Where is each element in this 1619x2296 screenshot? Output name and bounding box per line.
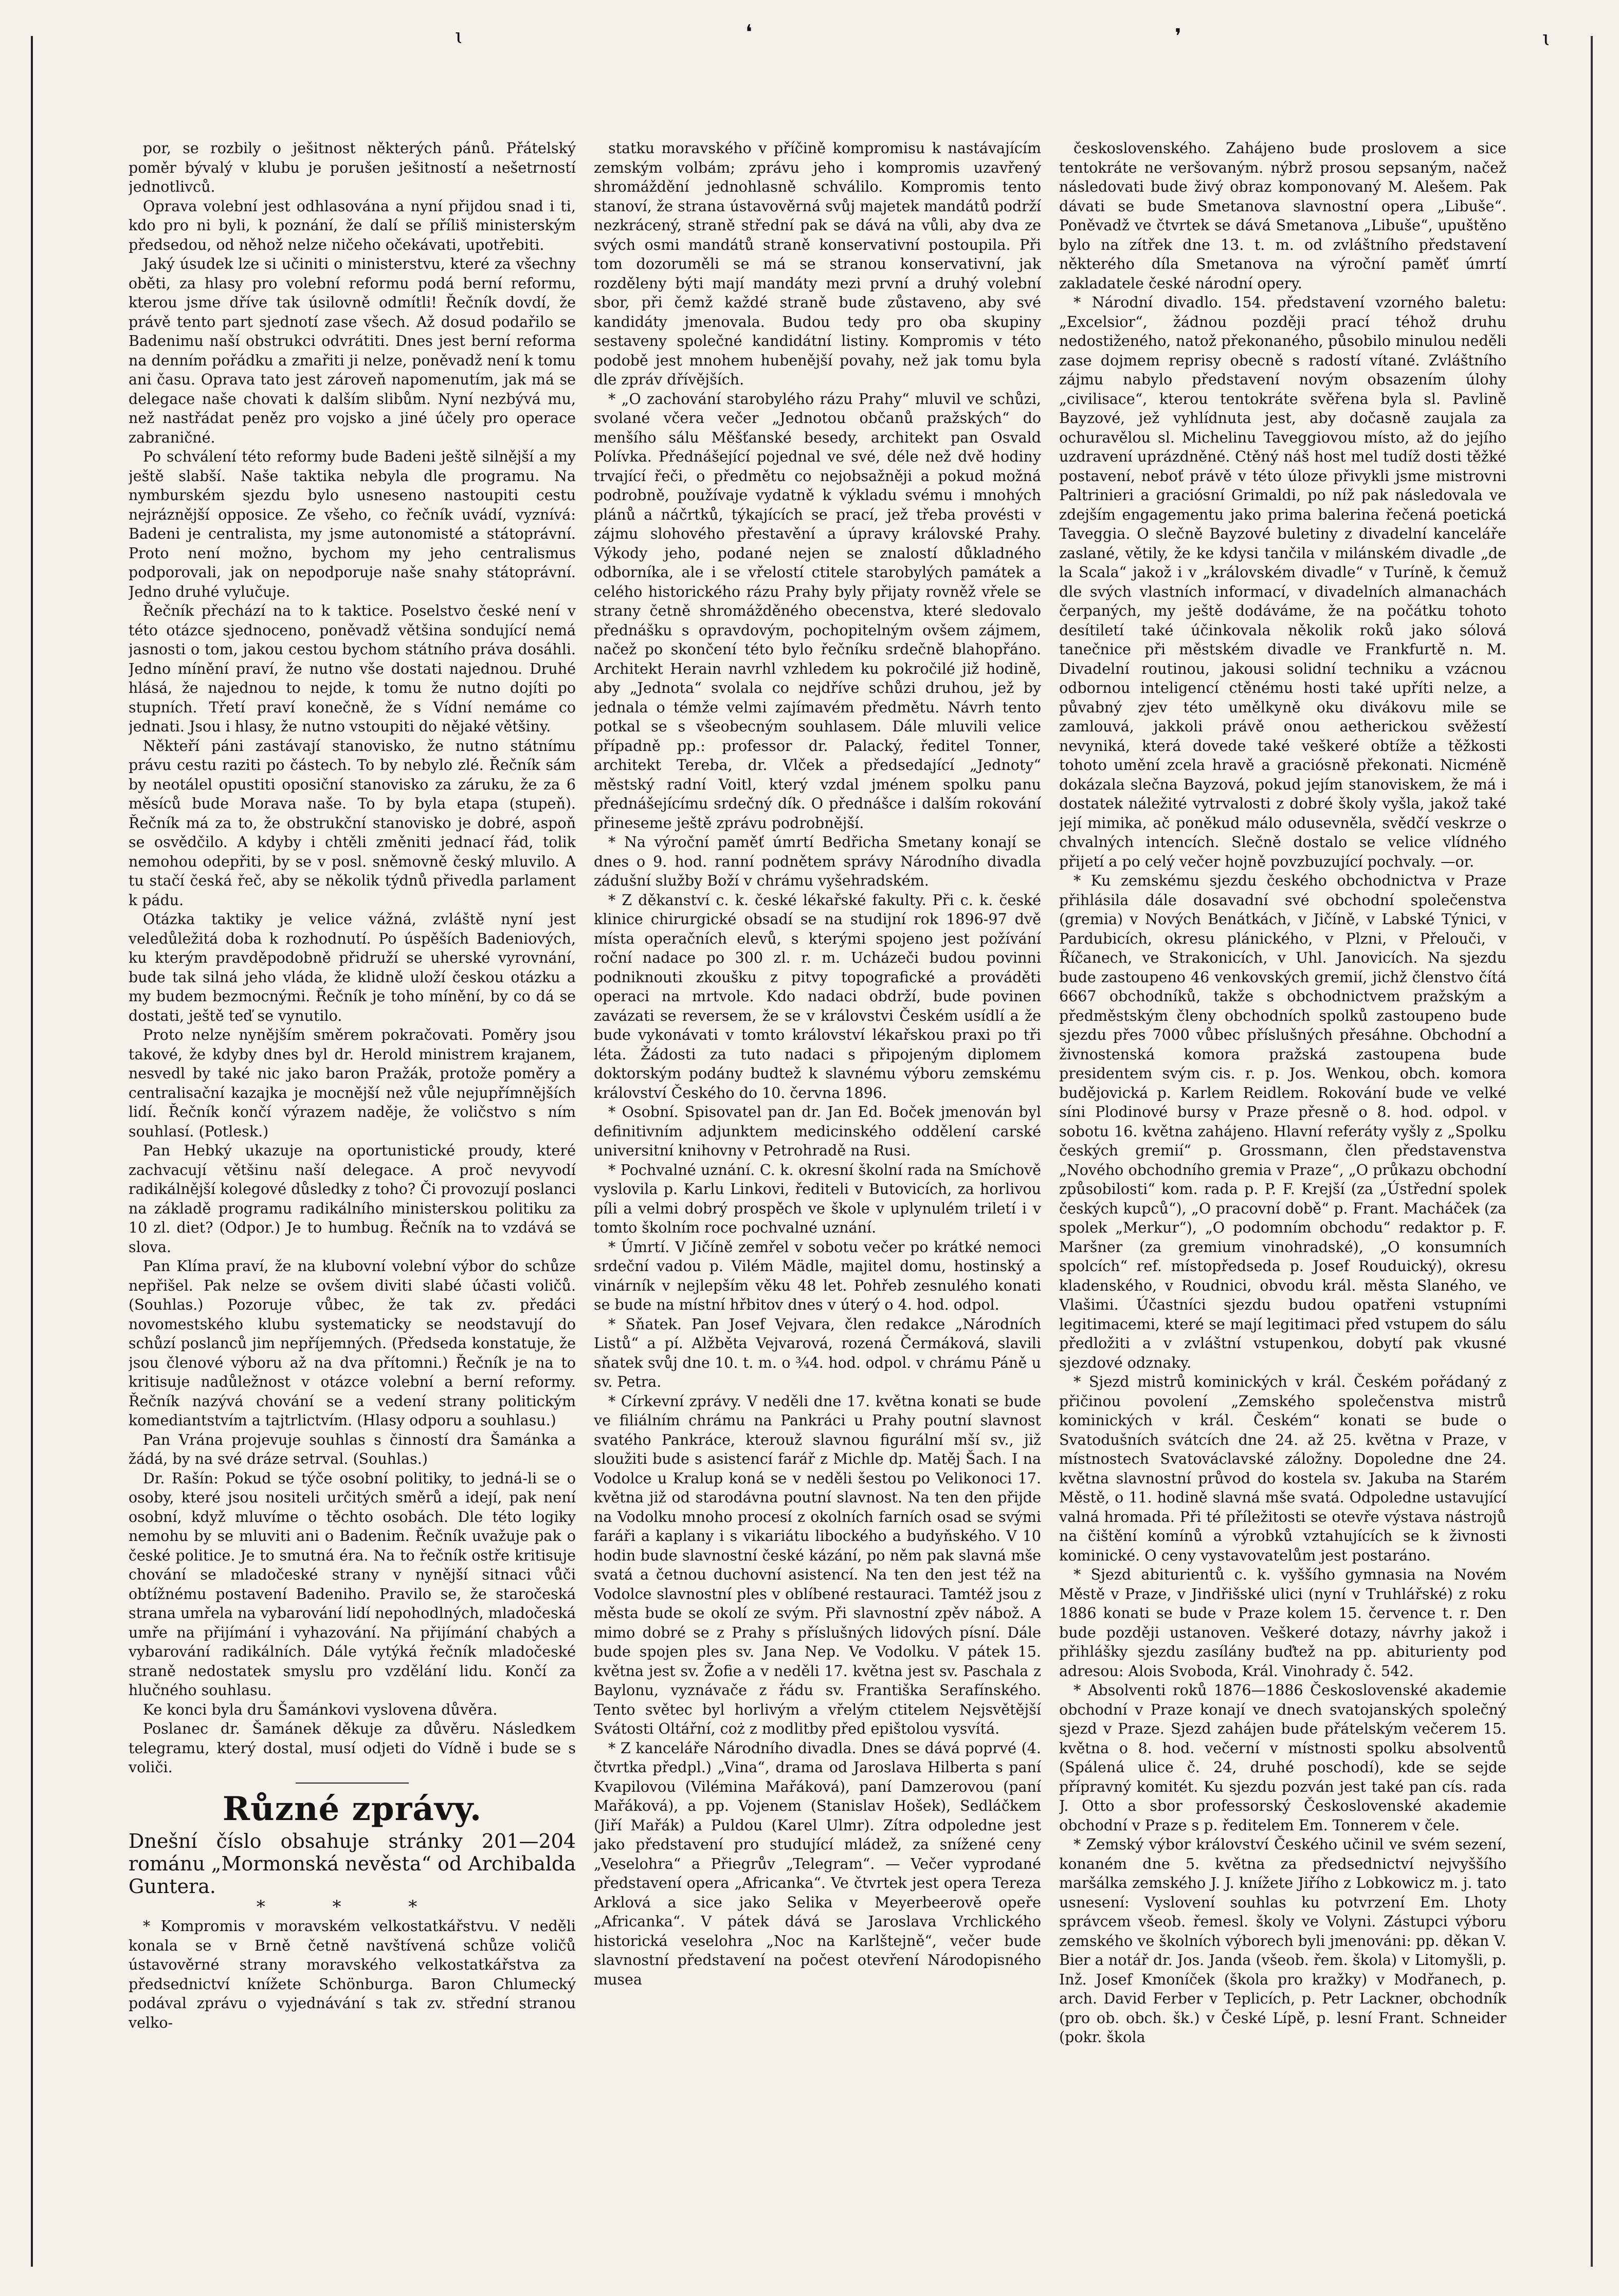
article-paragraph: Ke konci byla dru Šamánkovi vyslovena důvěra. [143,1701,498,1718]
article-paragraph: * Církevní zprávy. V neděli dne 17. května konati se bude ve filiálním chrámu na Pankráci u Prahy poutní slavnost svatého Pankráce, kterouž slavnou figurální mší sv., již sloužiti bude s asistencí farář z Michle dp. Matěj Šach. I na Vodolce u Kralup koná se v neděli šestou po Velikonoci 17. května již od starodávna poutní slavnost. Na ten den přijde na Vodolku mnoho procesí z okolních farních osad se svými faráři a kaplany i s vikariátu libockého a budyňského. V 10 hodin bude slavnostní české kázání, po něm pak slavná mše svatá a četnou duchovní asistencí. Na ten den jest též na Vodolce slavnostní ples v oblíbené restauraci. Tamtéž jsou z města bude se okolí ze svým. Při slavnostní zpěv nábož. A mimo dobré se z Prahy s příslušných lidových písní. Dále bude spojen ples sv. Jana Nep. Ve Vodolku. V pátek 15. května jest sv. Žofie a v neděli 17. května jest sv. Paschala z Baylonu, vyznávače z řádu sv. Františka Serafínského. Tento světec byl horlivým a vřelým ctitelem Nejsvětější Svátosti Oltářní, coż z modlitby před epištolou vysvítá. [594,1392,1041,1737]
edge-mark-2: ❛ [745,21,752,44]
article-paragraph: * Sjezd abiturientů c. k. vyššího gymnasia na Novém Městě v Praze, v Jindřišské ulici (nyní v Truhlářské) z roku 1886 konati se bude v Praze kolem 15. července t. r. Den bude později ustanoven. Veškeré dotazy, návrhy jakož i přihlášky sjezdu zasílány buďtež na pp. abiturienty pod adresou: Alois Svoboda, Král. Vinohrady č. 542. [1059,1566,1506,1680]
article-paragraph: Řečník přechází na to k taktice. Poselstvo české není v této otázce sjednoceno, poněvadž většina sondující nemá jasnosti o tom, jakou cestou bychom státního práva dosáhli. Jedno mínění praví, že nutno vše dostati najednou. Druhé hlásá, že najednou to nejde, k tomu že nutno dojíti po stupních. Třetí praví konečně, že s Vídní nemáme co jednati. Jsou i hlasy, že nutno vstoupiti do nějaké většiny. [129,602,576,735]
asterism-separator: * * * [256,1896,448,1917]
article-paragraph: statku moravského v příčině kompromisu k nastávajícím zemským volbám; zprávu jeho i kompromis uzavřený shromáždění jednohlasně schválilo. Kompromis tento stanoví, že strana ústavověrná svůj majetek mandátů podrží nezkrácený, straně střední pak se dává na vůli, aby dva ze svých osmi mandátů straně konservativní postoupila. Při tom dozoruměli se má se stranou konservativní, jak rozděleny býti mají mandáty mezi první a druhý volební sbor, při čemž každé straně bude zůstaveno, aby své kandidáty jmenovala. Budou tedy pro oba skupiny sestaveny společné kandidátní listiny. Kompromis v této podobě jest mnohem hubenější povahy, než jak tomu byla dle zpráv dřívějších. [594,140,1041,388]
column-1 [129,139,576,2226]
article-paragraph: * Pochvalné uznání. C. k. okresní školní rada na Smíchově vyslovila p. Karlu Linkovi, řediteli v Butovicích, za horlivou píli a velmi dobrý prospěch ve škole v uplynulém triletí i v tomto školním roce pochvalné uznání. [594,1161,1041,1236]
edge-mark-1: ɩ [455,25,463,48]
article-paragraph: * Osobní. Spisovatel pan dr. Jan Ed. Boček jmenován byl definitivním adjunktem medicinského oddělení carské universitní knihovny v Petrohradě na Rusi. [594,1104,1041,1159]
article-paragraph: * Sjezd mistrů kominických v král. Českém pořádaný z přičinou povolení „Zemského společenstva mistrů kominických v král. Českém“ konati se bude o Svatodušních svátcích dne 24. až 25. května v Praze, v místnostech Svatováclavské záložny. Dopoledne dne 24. května slavnostní průvod do kostela sv. Jakuba na Starém Městě, o 11. hodině slavná mše svatá. Odpoledne ustavující valná hromada. Při té příležitosti se otevře výstava nástrojů na čištění komínů a výrobků vztahujících se k živnosti kominické. O ceny vystavovatelům jest postaráno. [1059,1373,1506,1564]
article-paragraph: Proto nelze nynějším směrem pokračovati. Poměry jsou takové, že kdyby dnes byl dr. Herold ministrem krajanem, nesvedl by také nic jako baron Pražák, protože poměry a centralisační kazajka je mocnější než vůle nejupřímnějších lidí. Řečník končí výrazem naděje, že voličstvo s ním souhlasí. (Potlesk.) [129,1026,576,1140]
article-paragraph: * Zemský výbor království Českého učinil ve svém sezení, konaném dne 5. května za předsednictví nejvyššího maršálka zemského J. J. knížete Jiřího z Lobkowicz m. j. tato usnesení: Vyslovení souhlas ku potvrzení Em. Lhoty správcem všeob. řemesl. školy ve Volyni. Zástupci výboru zemského ve školních výborech byli jmenováni: pp. děkan V. Bier a notář dr. Jos. Janda (všeob. řem. škola) v Litomyšli, p. Inž. Josef Kmoníček (škola pro kražky) v Modřanech, p. arch. David Ferber v Teplicích, p. Petr Lackner, obchodník (pro ob. obch. šk.) v České Lípě, p. lesní Frant. Schneider (pokr. škola [1059,1836,1506,2046]
article-paragraph: * Z kanceláře Národního divadla. Dnes se dává poprvé (4. čtvrtka předpl.) „Vina“, drama od Jaroslava Hilberta s paní Kvapilovou (Vilémina Mařáková), paní Damzerovou (paní Mařáková), a pp. Vojenem (Stanislav Hošek), Sedláčkem (Jiří Mařák) a Puldou (Karel Ulmr). Zítra odpoledne jest jako představení pro studující mládež, za snížené ceny „Veselohra“ a Přiegrův „Telegram“. — Večer vyprodané představení opera „Africanka“. Ve čtvrtek jest opera Tereza Arklová a sice jako Selika v Meyerbeerově opeře „Africanka“. V pátek dává se Jaroslava Vrchlického historická veselohra „Noc na Karlštejně“, večer bude slavnostní představení na počest otevření Národopisného musea [594,1739,1041,1988]
article-paragraph: * Z děkanství c. k. české lékařské fakulty. Při c. k. české klinice chirurgické obsadí se na studijní rok 1896-97 dvě místa operačních elevů, s kterými spojeno jest požívání roční nadace po 300 zl. r. m. Ucházeči budou povinni podniknouti zkoušku z pitvy topografické a prováděti operaci na mrtvole. Kdo nadaci obdrží, bude povinen zavázati se reversem, že se v královstvi Českém usídlí a že bude vykonávati v tomto království lékařskou praxi po tři léta. Žádosti za tuto nadaci s připojeným diplomem doktorským podány budtež k slavnému výboru zemskému království Českého do 10. června 1896. [594,891,1041,1101]
article-paragraph: Pan Hebký ukazuje na oportunistické proudy, které zachvacují většinu naší delegace. A proč nevyvodí radikálnější kolegové důsledky z toho? Či provozují poslanci na základě programu radikálního ministerskou politiku za 10 zl. diet? (Odpor.) Je to humbug. Řečník na to vzdává se slova. [129,1142,576,1256]
article-paragraph: * Národní divadlo. 154. představení vzorného baletu: „Excelsior“, žádnou později prací téhož druhu nedostiženého, natož překonaného, působilo minulou neděli zase dojmem reprisy obecně s radostí vítané. Zvláštního zájmu nabylo představení novým obsazením úlohy „civilisace“, kterou tentokráte svěřena byla sl. Pavlině Bayzové, jež vyhlídnuta jest, aby dočasně zaujala za ochuravělou sl. Michelinu Taveggiovou místo, až do jejího uzdravení uprázdněné. Ctěný náš host mel tudíž dosti těžké postavení, neboť právě v této úloze přivykli jsme mistrovni Paltrinieri a graciósní Grimaldi, po níž pak následovala ve zdejším engagementu jako prima balerina řečená poetická Taveggia. O slečně Bayzové buletiny z divadelní kanceláře zaslané, větily, že ke kdysi tančila v milánském divadle „de la Scala“ jakož i v „královském divadle“ v Turíně, k čemuž dle svých vlastních informací, v divadelních almanachách čerpaných, my ještě dodáváme, že na počátku tohoto desítiletí také účinkovala několik roků jako sólová tanečnice při městském divadle ve Frankfurtě n. M. Divadelní routinou, jakousi solidní techniku a vzácnou odbornou inteligencí ctěnému hosti také upříti nelze, a půvabný zjev této umělkyně oku divákovu mile se zamlouvá, jakkoli právě onou aetherickou svěžestí nevyniká, která dovede také veškeré obtíže a těžkosti tohoto umění zcela hravě a graciósně překonati. Nicméně dokázala slečna Bayzová, pokud jejím stanoviskem, že má i dostatek náležité vytrvalosti z dobré školy vyšla, jakož také její mimika, ač poněkud málo odusevněla, svědčí veskrze o chvalných intencích. Slečně dostalo se velice vlídného přijetí a po celý večer hojně povzbuzující pochvaly. —or. [1059,294,1506,870]
section-lead: Dnešní číslo obsahuje stránky 201—204 románu „Mormonská nevěsta“ od Archibalda Guntera. [129,1829,576,1898]
article-paragraph: por, se rozbily o ješitnost některých pánů. Přátelský poměr bývalý v klubu je porušen ješitností a nešetrností jednotlivců. [129,140,576,195]
article-paragraph: * „O zachování starobylého rázu Prahy“ mluvil ve schůzi, svolané včera večer „Jednotou občanů pražských“ do menšího sálu Měšťanské besedy, architekt pan Osvald Polívka. Přednášející pojednal ve své, déle než dvě hodiny trvající řeči, o předmětu co nejobsažněji a pokud možná podrobně, používaje vydatně k výkladu svému i mnohých plánů a náčrtků, týkajících se prací, jež třeba provésti v zájmu slohového přestavění a úpravy královské Prahy. Výkody jeho, podané nejen se znalostí důkladného odborníka, ale i se vřelostí ctitele starobylých památek a celého historického rázu Prahy byly přijaty rovněž vřele se strany četně shromážděného obecenstva, které sledovalo přednášku s opravdovým, pochopitelným ovšem zájmem, načež po skončení této bylo řečníku srdečně blahopřáno. Architekt Herain navrhl vzhledem ku pokročilé již hodině, aby „Jednota“ svolala co nejdříve schůzi druhou, jež by jednala o témže velmi zajímavém předmětu. Návrh tento potkal se s všeobecným souhlasem. Dále mluvili velice případně pp.: professor dr. Palacký, ředitel Tonner, architekt Tereba, dr. Vlček a předsedající „Jednoty“ městský radní Voitl, který vzdal jménem spolku panu přednášejícímu srdečný dík. O přednášce i dalším rokování přineseme ještě zprávu podrobnější. [594,390,1041,832]
column-3 [1059,139,1506,2226]
article-paragraph: Po schválení této reformy bude Badeni ještě silnější a my ještě slabší. Naše taktika nebyla dle programu. Na nymburském sjezdu bylo usneseno nastoupiti cestu nejráznější opposice. Ze všeho, co řečník uvádí, vyznívá: Badeni je centralista, my jsme autonomisté a státoprávní. Proto není možno, bychom my jeho centralismus podporovali, jak on nepodporuje naše snahy státoprávní. Jedno druhé vylučuje. [129,448,576,600]
article-paragraph: * Kompromis v moravském velkostatkářstvu. V neděli konala se v Brně četně navštívená schůze voličů ústavověrné strany moravského velkostatkářstva za předsednictví knížete Schönburga. Baron Chlumecký podával zprávu o vyjednávání s tak zv. střední stranou velko- [129,1918,576,2031]
article-paragraph: * Absolventi roků 1876—1886 Československé akademie obchodní v Praze konají ve dnech svatojanských společný sjezd v Praze. Sjezd zahájen bude přátelským večerem 15. května o 8. hod. večerní v místnosti spolku absolventů (Spálená ulice č. 24, druhé poschodí), kde se sejde přípravný komitét. Ku sjezdu pozván jest také pan cís. rada J. Otto a sbor professorský Československé akademie obchodní v Praze s p. ředitelem Em. Tonnerem v čele. [1059,1682,1506,1834]
section-heading: Různé zprávy. [222,1789,482,1828]
section-divider [296,1783,409,1784]
article-paragraph: Otázka taktiky je velice vážná, zvláště nyní jest veledůležitá doba k rozhodnutí. Po úspěších Badeniových, ku kterým pravděpodobně přidruží se uherské vyrovnání, bude tak silná jeho vláda, že klidně uloží českou otázku a my budem bezmocnými. Řečník je toho mínění, by co dá se dostati, ještě teď se vynutilo. [129,911,576,1024]
article-paragraph: Pan Vrána projevuje souhlas s činností dra Šamánka a žádá, by na své dráze setrval. (Souhlas.) [129,1431,576,1467]
article-paragraph: * Ku zemskému sjezdu českého obchodnictva v Praze přihlásila dále dosavadní své obchodní společenstva (gremia) v Nových Benátkách, v Jičíně, v Labské Týnici, v Pardubicích, okresu plánického, v Plzni, v Přelouči, v Říčanech, ve Strakonicích, v Uhl. Janovicích. Na sjezdu bude zastoupeno 46 venkovských gremií, jichž členstvo čítá 6667 obchodníků, takže s obchodnictvem pražským a předměstským členy obchodních spolků zastoupeno bude sjezdu přes 7000 vůbec příslušných přesáhne. Obchodní a živnostenská komora pražská zastoupena bude presidentem svým cis. r. p. Jos. Wenkou, obch. komora budějovická p. Karlem Reidlem. Rokování bude ve velké síni Plodinové bursy v Praze přesně o 8. hod. odpol. v sobotu 16. května zahájeno. Hlavní referáty vyšly z „Spolku českých gremií“ p. Grossmann, člen představenstva „Nového obchodního gremia v Praze“, „O průkazu obchodní způsobilosti“ kom. rada p. P. F. Krejší (za „Ústřední spolek českých kupců“), „O pracovní době“ p. Frant. Macháček (za spolek „Merkur“), „O podomním obchodu“ redaktor p. F. Maršner (za gremium vinohradské), „O konsumních spolcích“ ref. místopředseda p. Josef Rouduický), okresu kladenského, v Roudnici, obvodu král. města Slaného, ve Vlašimi. Účastníci sjezdu budou opatřeni vstupními legitimacemi, které se mají legitimaci před vstupem do sálu předložiti a v zvláštní vstupenkou, dobytí pak vkusné sjezdové odznaky. [1059,872,1506,1371]
article-paragraph: Někteří páni zastávají stanovisko, že nutno státnímu právu cestu raziti po částech. To by nebylo zlé. Řečník sám by neotálel opustiti oposiční stanovisko za záruku, že za 6 měsíců bude Morava naše. To by byla etapa (stupeň). Řečník má za to, že obstrukční stanovisko je dobré, aspoň se osvědčilo. A kdyby i chtěli změniti jednací řád, tolik nemohou odepřiti, by se v posl. sněmovně český mluvilo. A tu stačí česká řeč, aby se několik týdnů přivedla parlament k pádu. [129,737,576,909]
article-paragraph: Dr. Rašín: Pokud se týče osobní politiky, to jedná-li se o osoby, které jsou nositeli určitých směrů a idejí, pak není osobní, když mluvíme o těchto osobách. Dle této logiky nemohu by se mluviti ani o Badenim. Řečník uvažuje pak o české politice. Je to smutná éra. Na to řečník ostře kritisuje chování se mladočeské strany v nynější sitnaci vůči obtížnému postavení Badeniho. Pravilo se, že staročeská strana umřela na vybarování lidí nepohodlných, mladočeská umře na přijímání i vyhazování. Na přijímání chabých a vybarování radikálních. Dále vytýká řečník mladočeské straně nedostatek smyslu pro vzdělání lidu. Končí za hlučného souhlasu. [129,1470,576,1699]
article-paragraph: * Sňatek. Pan Josef Vejvara, člen redakce „Národních Listů“ a pí. Alžběta Vejvarová, rozená Čermáková, slavili sňatek svůj dne 10. t. m. o ¾4. hod. odpol. v chrámu Páně u sv. Petra. [594,1315,1041,1390]
newspaper-columns [129,139,1527,2226]
article-paragraph: Oprava volební jest odhlasována a nyní přijdou snad i ti, kdo pro ni byli, k poznání, že dalí se příliš ministerským předsedou, od něhož nelze ničeho očekávati, upotřebiti. [129,197,576,253]
edge-mark-4: ɩ [1542,27,1551,50]
article-paragraph: * Úmrtí. V Jičíně zemřel v sobotu večer po krátké nemoci srdeční vadou p. Vilém Mädle, majitel domu, hostinský a vinárník v nejlepším věku 48 let. Pohřeb zesnulého konati se bude na místní hřbitov dnes v úterý o 4. hod. odpol. [594,1238,1041,1313]
column-2 [594,139,1041,2226]
edge-mark-3: ❜ [1175,25,1181,48]
article-paragraph: Jaký úsudek lze si učiniti o ministerstvu, které za všechny oběti, za hlasy pro volební reformu podá berní reformu, kterou jsme dříve tak úsilovně odmítli! Řečník dovdí, že právě tento part sjednotí zase všech. Až dosud podařilo se Badenimu naší obstrukci odvrátiti. Dnes jest berní reforma na denním pořádku a zmařiti ji nelze, poněvadž není k tomu ani času. Oprava tato jest zároveň napomenutím, jak má se delegace naše chovati k dalším slibům. Nyní nezbývá mu, než nastřádat peněz pro vojsko a jiné účely pro operace zabraničné. [129,255,576,446]
article-paragraph: * Na výroční paměť úmrtí Bedřicha Smetany konají se dnes o 9. hod. ranní podnětem správy Národního divadla zádušní služby Boží v chrámu vyšehradském. [594,834,1041,889]
article-paragraph: Pan Klíma praví, že na klubovní volební výbor do schůze nepřišel. Pak nelze se ovšem diviti slabé účasti voličů. (Souhlas.) Pozoruje vůbec, že tak zv. předáci novomestského klubu systematicky se neodstavují do schůzí poslanců jim nepříjemných. (Předseda konstatuje, že jsou členové výboru až na dva přítomni.) Řečník je na to kritisuje nadůležnost v otázce volební a berní reformy. Řečník nazývá chování se a vedení strany politickým komediantstvím a tajtrlictvím. (Hlasy odporu a souhlasu.) [129,1258,576,1429]
article-paragraph: československého. Zahájeno bude proslovem a sice tentokráte ne veršovaným. nýbrž prosou sepsaným, načež následovati bude živý obraz komponovaný M. Alešem. Pak dávati se bude Smetanova slavnostní opera „Libuše“. Poněvadž ve čtvrtek se dává Smetanova „Libuše“, upuštěno bylo na zítřek dne 13. t. m. od zvláštního představení některého díla Smetanova na výroční paměť úmrtí zakladatele české národní opery. [1059,140,1506,292]
article-paragraph: Poslanec dr. Šamánek děkuje za důvěru. Následkem telegramu, který dostal, musí odjeti do Vídně i bude se s voliči. [129,1720,576,1776]
